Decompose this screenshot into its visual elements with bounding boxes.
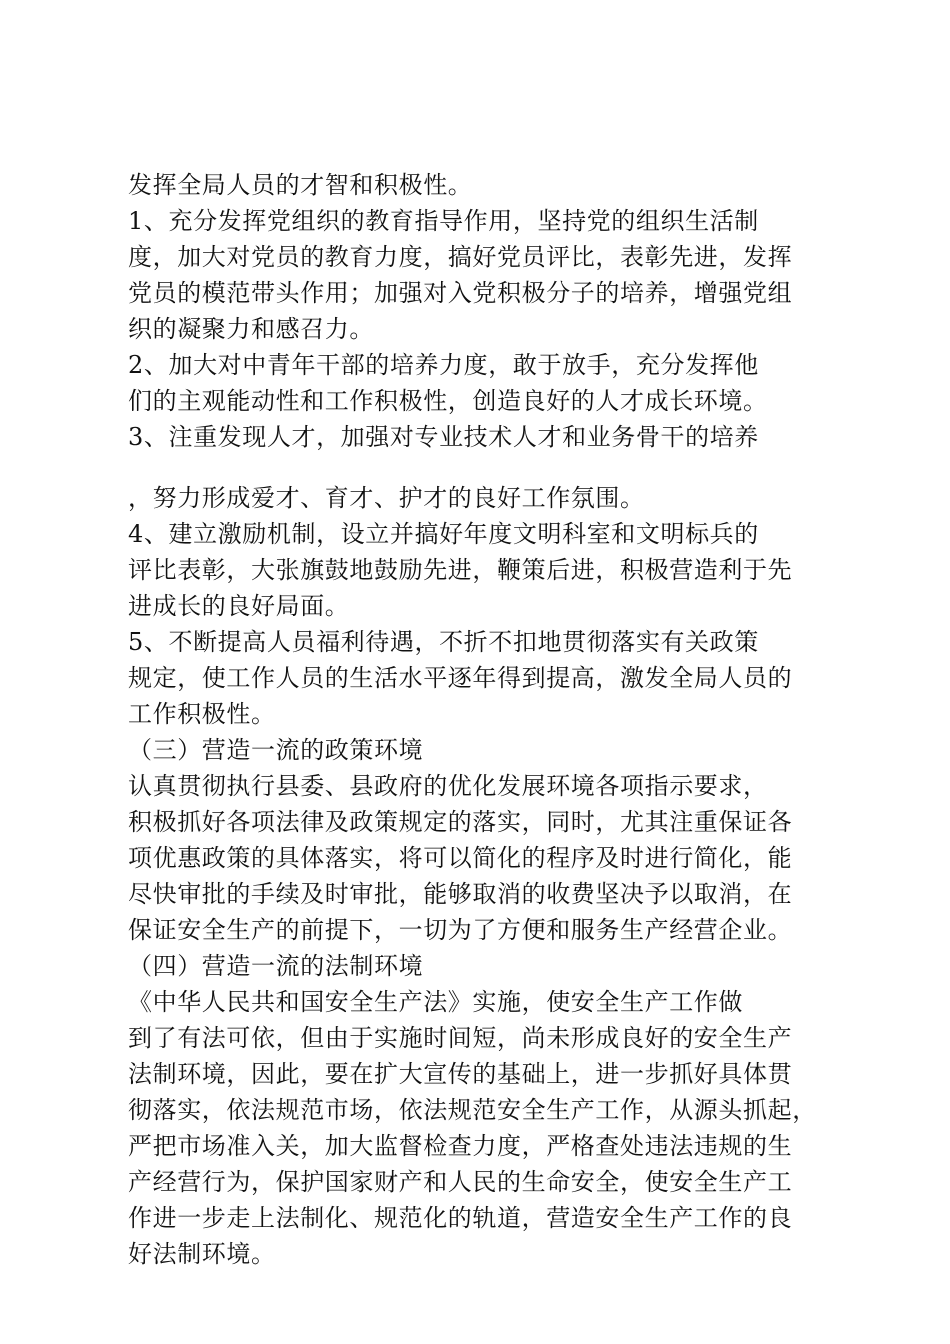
body-text-line: 彻落实，依法规范市场，依法规范安全生产工作，从源头抓起， — [128, 1096, 817, 1124]
body-text-line: 作进一步走上法制化、规范化的轨道，营造安全生产工作的良 — [128, 1204, 793, 1232]
body-text-line: 评比表彰，大张旗鼓地鼓励先进，鞭策后进，积极营造利于先 — [128, 556, 793, 584]
body-text-line: 度，加大对党员的教育力度，搞好党员评比，表彰先进，发挥 — [128, 243, 793, 271]
body-text-line: 4、建立激励机制，设立并搞好年度文明科室和文明标兵的 — [128, 520, 759, 548]
section-heading: （三）营造一流的政策环境 — [128, 736, 424, 764]
body-text-line: 工作积极性。 — [128, 700, 276, 728]
body-text-line: 织的凝聚力和感召力。 — [128, 315, 374, 343]
body-text-line: 5、不断提高人员福利待遇，不折不扣地贯彻落实有关政策 — [128, 628, 759, 656]
body-text-line: 尽快审批的手续及时审批，能够取消的收费坚决予以取消，在 — [128, 880, 793, 908]
body-text-line: 法制环境，因此，要在扩大宣传的基础上，进一步抓好具体贯 — [128, 1060, 793, 1088]
body-text-line: 3、注重发现人才，加强对专业技术人才和业务骨干的培养 — [128, 423, 759, 451]
body-text-line: 严把市场准入关，加大监督检查力度，严格查处违法违规的生 — [128, 1132, 793, 1160]
section-heading: （四）营造一流的法制环境 — [128, 952, 424, 980]
body-text-line: 积极抓好各项法律及政策规定的落实，同时，尤其注重保证各 — [128, 808, 793, 836]
body-text-line: ，努力形成爱才、育才、护才的良好工作氛围。 — [128, 484, 645, 512]
body-text-line: 1、充分发挥党组织的教育指导作用，坚持党的组织生活制 — [128, 207, 759, 235]
body-text-line: 保证安全生产的前提下，一切为了方便和服务生产经营企业。 — [128, 916, 793, 944]
body-text-line: 《中华人民共和国安全生产法》实施，使安全生产工作做 — [128, 988, 743, 1016]
body-text-line: 进成长的良好局面。 — [128, 592, 350, 620]
body-text-line: 党员的模范带头作用；加强对入党积极分子的培养，增强党组 — [128, 279, 793, 307]
body-text-line: 们的主观能动性和工作积极性，创造良好的人才成长环境。 — [128, 387, 768, 415]
body-text-line: 规定，使工作人员的生活水平逐年得到提高，激发全局人员的 — [128, 664, 793, 692]
body-text-line: 到了有法可依，但由于实施时间短，尚未形成良好的安全生产 — [128, 1024, 793, 1052]
body-text-line: 2、加大对中青年干部的培养力度，敢于放手，充分发挥他 — [128, 351, 759, 379]
body-text-line: 项优惠政策的具体落实，将可以简化的程序及时进行简化，能 — [128, 844, 793, 872]
body-text-line: 认真贯彻执行县委、县政府的优化发展环境各项指示要求， — [128, 772, 768, 800]
body-text-line: 产经营行为，保护国家财产和人民的生命安全，使安全生产工 — [128, 1168, 793, 1196]
body-text-line: 发挥全局人员的才智和积极性。 — [128, 171, 473, 199]
body-text-line: 好法制环境。 — [128, 1240, 276, 1268]
